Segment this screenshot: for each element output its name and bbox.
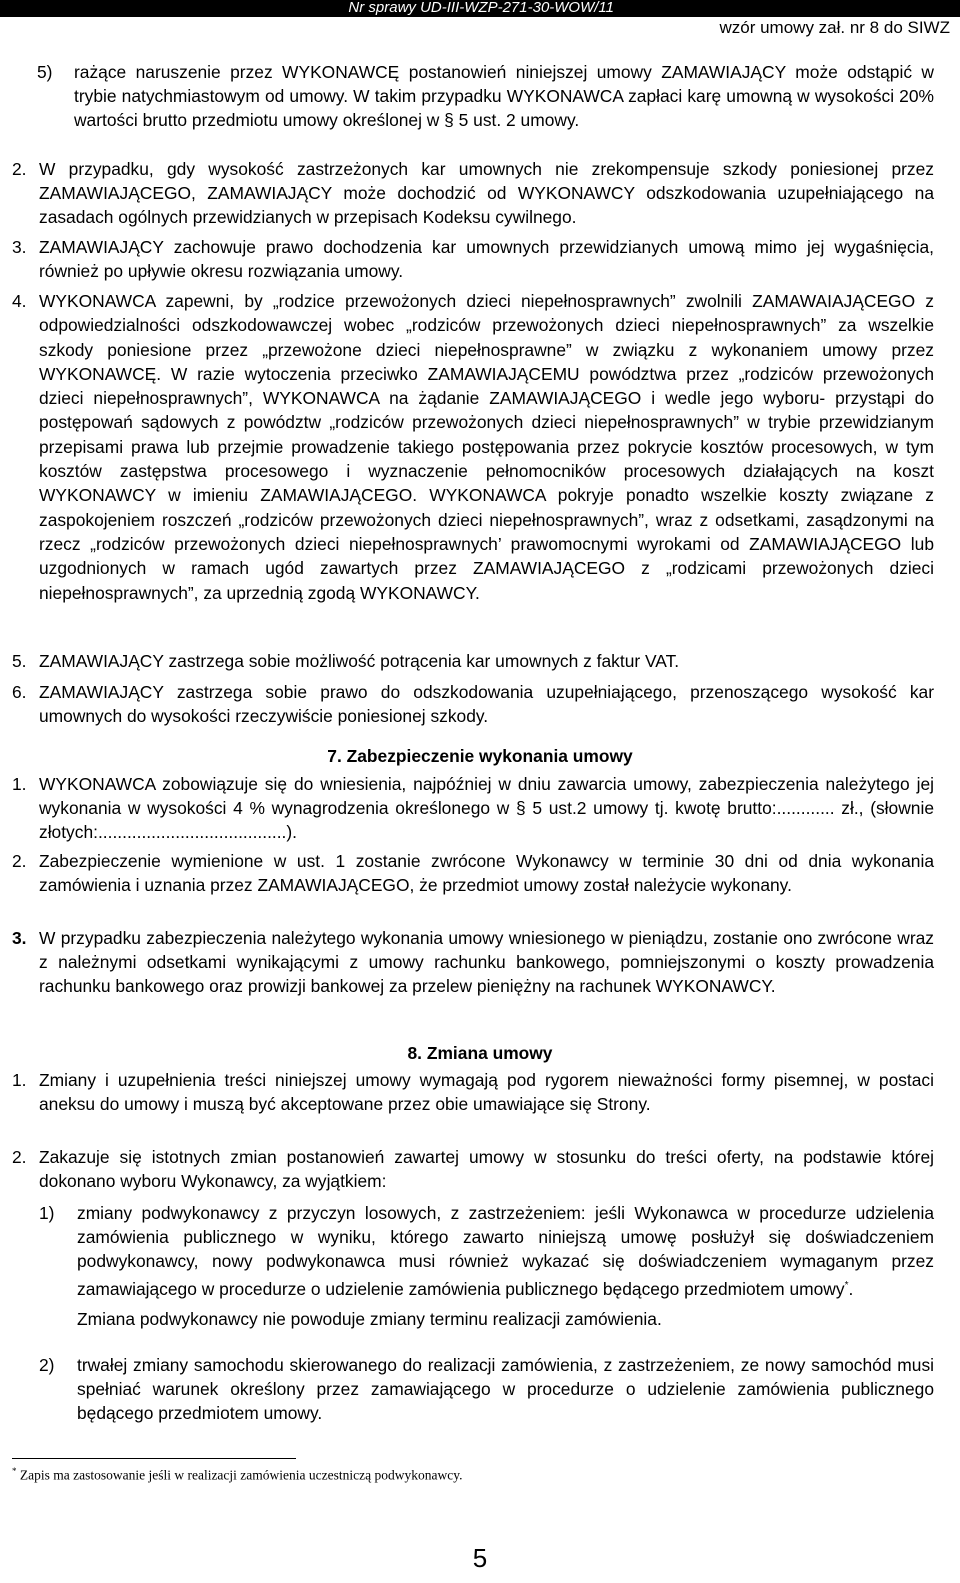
paragraph-number: 6. [12,682,27,702]
paragraph-number: 1. [12,1070,27,1090]
header-bar [0,0,960,17]
paragraph [12,680,934,728]
paragraph [12,926,934,999]
section-heading: 7. Zabezpieczenie wykonania umowy [327,746,633,766]
list-item [37,60,934,133]
template-label: wzór umowy zał. nr 8 do SIWZ [719,18,950,37]
paragraph [12,235,934,283]
paragraph-number: 2. [12,1147,27,1167]
paragraph-text: W przypadku zabezpieczenia należytego wykonania umowy wniesionego w pieniądzu, zostanie ono zwrócone wraz z należnymi odsetkami wynikającymi z umowy rachunku bankowego, pomniejszonymi o koszty prowadzenia rachunku bankowego oraz prowizji bankowej za przelew pieniężny na rachunek WYKONAWCY. [39,928,934,997]
paragraph-text: W przypadku, gdy wysokość zastrzeżonych kar umownych nie zrekompensuje szkody poniesionej przez ZAMAWIAJĄCEGO, ZAMAWIAJĄCY może dochodzić od WYKONAWCY odszkodowania uzupełniającego na zasadach ogólnych przewidzianych w przepisach Kodeksu cywilnego. [39,159,934,228]
paragraph-text: Zmiany i uzupełnienia treści niniejszej umowy wymagają pod rygorem nieważności formy pisemnej, w postaci aneksu do umowy i muszą być akceptowane przez obie umawiające się Strony. [39,1070,934,1115]
list-item [39,1353,934,1426]
footnote-text: Zapis ma zastosowanie jeśli w realizacji zamówienia uczestniczą podwykonawcy. [19,1467,463,1483]
paragraph [12,289,934,605]
footnote-mark: * [844,1279,849,1291]
paragraph-text: ZAMAWIAJĄCY zastrzega sobie możliwość potrącenia kar umownych z faktur VAT. [39,651,680,671]
footnote [12,1466,462,1484]
footnote-separator [12,1458,296,1459]
paragraph-text: ZAMAWIAJĄCY zastrzega sobie prawo do odszkodowania uzupełniającego, przenoszącego wysokość kar umownych do wysokości rzeczywiście poniesionej szkody. [39,682,934,727]
item-number: 5) [37,62,53,82]
paragraph-number: 2. [12,159,27,179]
paragraph-number: 5. [12,651,27,671]
item-text: rażące naruszenie przez WYKONAWCĘ postanowień niniejszej umowy ZAMAWIAJĄCY może odstąpić w trybie natychmiastowym od umowy. W takim przypadku WYKONAWCA zapłaci karę umowną w wysokości 20% wartości brutto przedmiotu umowy określonej w § 5 ust. 2 umowy. [74,62,934,131]
item-text: trwałej zmiany samochodu skierowanego do realizacji zamówienia, z zastrzeżeniem, ze nowy samochód musi spełniać warunek określony przez zamawiającego w procedurze o udzielenie zamówienia publicznego będącego przedmiotem umowy. [77,1355,934,1424]
item-number: 1) [39,1203,55,1223]
paragraph [12,157,934,230]
paragraph-number: 2. [12,851,27,871]
paragraph-number: 1. [12,774,27,794]
paragraph-text: WYKONAWCA zobowiązuje się do wniesienia, najpóźniej w dniu zawarcia umowy, zabezpieczenia należytego jej wykonania w wysokości 4 % wynagrodzenia określonego w § 5 ust.2 umowy tj. kwotę brutto:............ zł., (słownie złotych:.......................................). [39,774,934,843]
paragraph-number: 4. [12,291,27,311]
paragraph [12,1068,934,1116]
item-text [77,1201,934,1301]
item-number: 2) [39,1355,55,1375]
paragraph-text: WYKONAWCA zapewni, by „rodzice przewożonych dzieci niepełnosprawnych” zwolnili ZAMAWAIAJĄCEGO z odpowiedzialności odszkodowawczej wobec „rodziców przewożonych dzieci niepełnosprawnych” za wszelkie szkody poniesione przez „przewożone dzieci niepełnosprawne” w związku z wykonaniem umowy przez WYKONAWCĘ. W razie wytoczenia przeciwko ZAMAWIAJĄCEMU powództwa przez „rodziców przewożonych dzieci niepełnosprawnych”, WYKONAWCA na żądanie ZAMAWIAJĄCEGO i wedle jego wyboru- przystąpi do postępowań sądowych z powództw „rodziców przewożonych dzieci niepełnosprawnych” w trybie przewidzianym przepisami prawa lub przejmie prowadzenie takiego postępowania przez pokrycie kosztów procesowych, w tym kosztów zastępstwa procesowego i wyznaczenie pełnomocników procesowych działających na koszt WYKONAWCY w imieniu ZAMAWIAJĄCEGO. WYKONAWCA pokryje ponadto wszelkie koszty związane z zaspokojeniem roszczeń „rodziców przewożonych dzieci niepełnosprawnych”, wraz z odsetkami, zasądzonymi na rzecz „rodziców przewożonych dzieci niepełnosprawnych’ prawomocnymi wyrokami od ZAMAWIAJĄCEGO lub uzgodnionych w ramach ugód zawartych przez ZAMAWIAJĄCEGO z „rodzicami przewożonych dzieci niepełnosprawnych”, za uprzednią zgodą WYKONAWCY. [39,291,934,603]
paragraph-text: Zabezpieczenie wymienione w ust. 1 zostanie zwrócone Wykonawcy w terminie 30 dni od dnia wykonania zamówienia i uznania przez ZAMAWIAJĄCEGO, że przedmiot umowy został należycie wykonany. [39,851,934,896]
case-number: Nr sprawy UD-III-WZP-271-30-WOW/11 [348,0,614,16]
section-heading: 8. Zmiana umowy [407,1043,553,1063]
paragraph-text: ZAMAWIAJĄCY zachowuje prawo dochodzenia kar umownych przewidzianych umową mimo jej wygaśnięcia, również po upływie okresu rozwiązania umowy. [39,237,934,282]
paragraph [12,772,934,845]
paragraph [12,649,934,673]
page-number: 5 [472,1543,488,1573]
item-note: Zmiana podwykonawcy nie powoduje zmiany terminu realizacji zamówienia. [77,1308,662,1329]
footnote-mark: * [12,1466,17,1476]
paragraph [12,1145,934,1193]
paragraph-number: 3. [12,237,27,257]
paragraph-number: 3. [12,928,27,948]
paragraph [12,849,934,897]
item-text-body: zmiany podwykonawcy z przyczyn losowych, z zastrzeżeniem: jeśli Wykonawca w procedurze udzielenia zamówienia publicznego w wyniku, którego zawarto niniejszą umowę posłużył się doświadczeniem podwykonawcy, nowy podwykonawca musi również wykazać się doświadczeniem wymaganym przez zamawiającego w procedurze o udzielenie zamówienia publicznego będącego przedmiotem umowy [77,1203,934,1299]
list-item [39,1201,934,1331]
paragraph-text: Zakazuje się istotnych zmian postanowień zawartej umowy w stosunku do treści oferty, na podstawie której dokonano wyboru Wykonawcy, za wyjątkiem: [39,1147,934,1192]
item-text-end: . [848,1278,854,1299]
